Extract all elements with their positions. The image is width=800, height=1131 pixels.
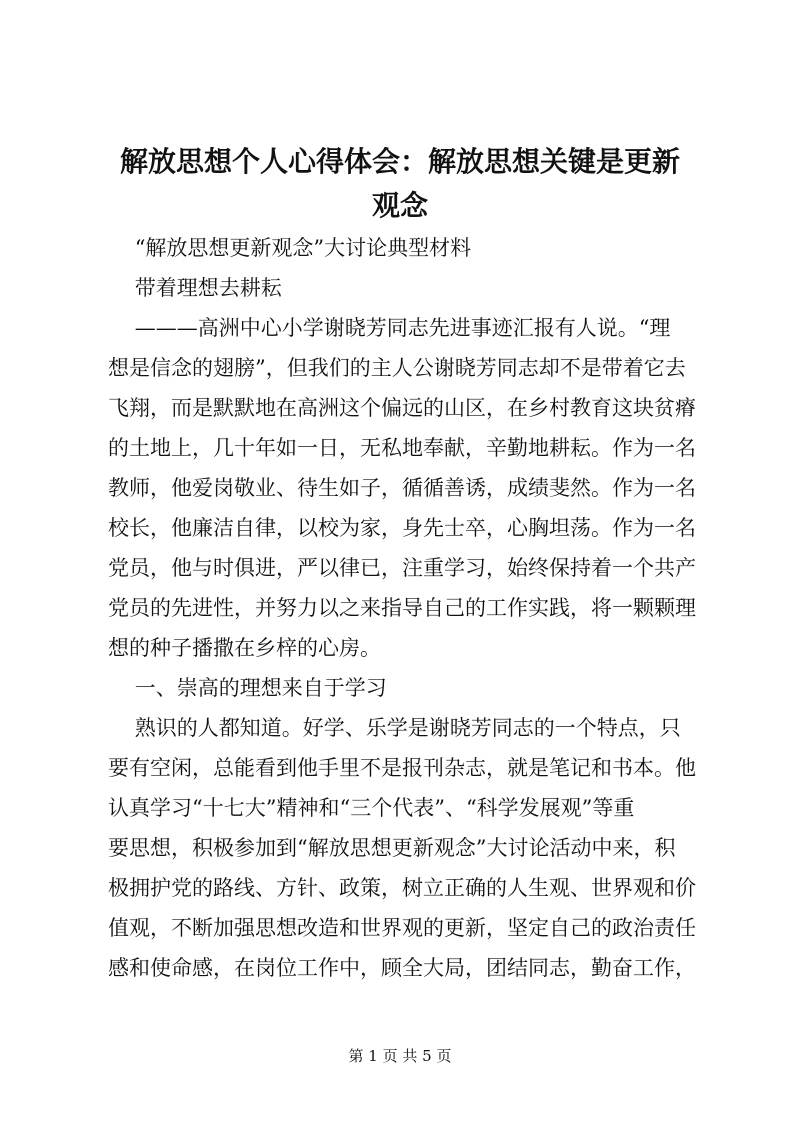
text-line: 熟识的人都知道。好学、乐学是谢晓芳同志的一个特点，只 <box>108 716 681 740</box>
text-line: 极拥护党的路线、方针、政策，树立正确的人生观、世界观和价 <box>108 876 696 900</box>
page-footer: 第 1 页 共 5 页 <box>348 1047 452 1065</box>
text-line: “解放思想更新观念”大讨论典型材料 <box>108 236 472 260</box>
document-title-line-1: 解放思想个人心得体会：解放思想关键是更新 <box>119 145 680 178</box>
text-line: 值观，不断加强思想改造和世界观的更新，坚定自己的政治责任 <box>108 916 696 940</box>
text-line: 教师，他爱岗敬业、待生如子，循循善诱，成绩斐然。作为一名 <box>108 476 696 500</box>
text-line: 党员，他与时俱进，严以律已，注重学习，始终保持着一个共产 <box>108 556 696 580</box>
text-line: 要有空闲，总能看到他手里不是报刊杂志，就是笔记和书本。他 <box>108 756 696 780</box>
text-line: 感和使命感，在岗位工作中，顾全大局，团结同志，勤奋工作， <box>108 956 696 980</box>
text-line: 校长，他廉洁自律，以校为家，身先士卒，心胸坦荡。作为一名 <box>108 516 696 540</box>
text-line: 要思想，积极参加到“解放思想更新观念”大讨论活动中来，积 <box>108 836 676 860</box>
text-line: 的土地上，几十年如一日，无私地奉献，辛勤地耕耘。作为一名 <box>108 436 696 460</box>
text-line: 党员的先进性，并努力以之来指导自己的工作实践，将一颗颗理 <box>108 596 696 620</box>
text-line: 带着理想去耕耘 <box>108 276 282 300</box>
text-line: 飞翔，而是默默地在高洲这个偏远的山区，在乡村教育这块贫瘠 <box>108 396 696 420</box>
text-line: 认真学习“十七大”精神和“三个代表”、“科学发展观”等重 <box>108 796 635 820</box>
text-line: 想的种子播撒在乡梓的心房。 <box>108 636 381 660</box>
section-heading: 一、崇高的理想来自于学习 <box>108 676 387 700</box>
text-line: 想是信念的翅膀”，但我们的主人公谢晓芳同志却不是带着它去 <box>108 356 686 380</box>
text-line: ———高洲中心小学谢晓芳同志先进事迹汇报有人说。“理 <box>108 316 671 340</box>
document-title-line-2: 观念 <box>371 189 428 222</box>
